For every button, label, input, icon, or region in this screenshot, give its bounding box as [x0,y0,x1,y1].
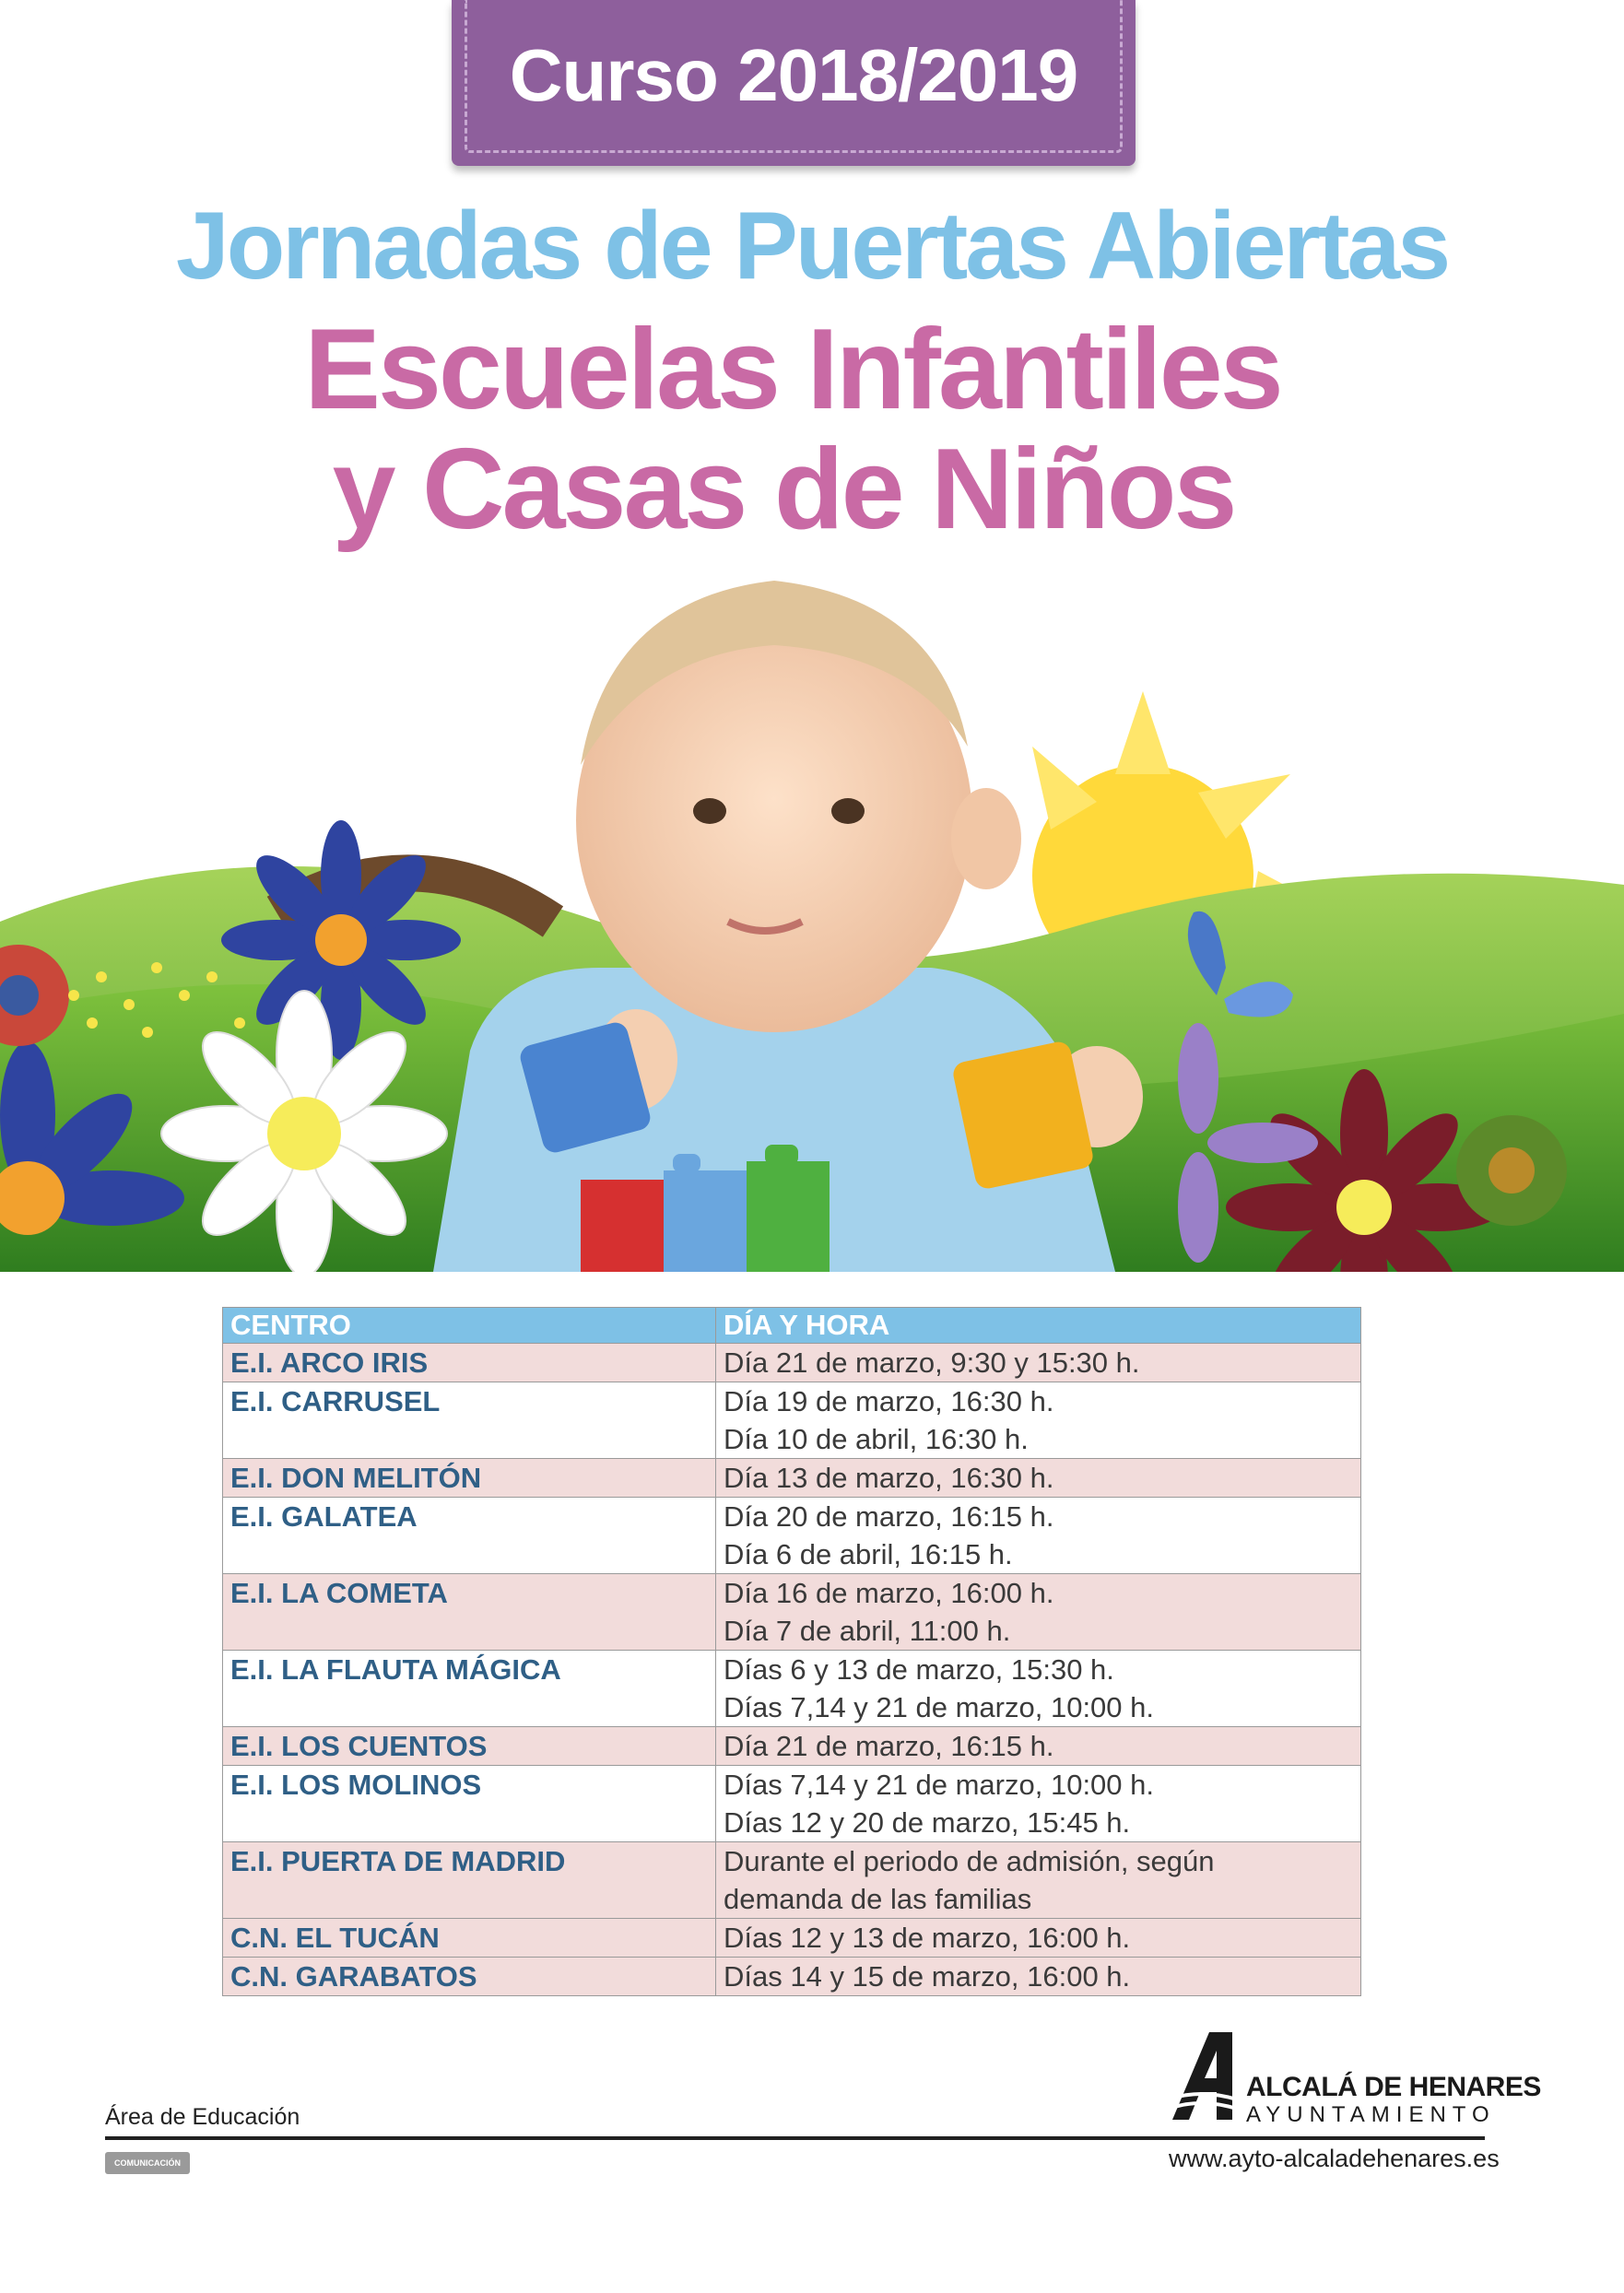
table-row [223,1382,1361,1459]
comunicacion-badge: COMUNICACIÓN [105,2152,190,2174]
course-banner [452,0,1136,166]
centro-cell: C.N. GARABATOS [223,1958,716,1996]
centro-cell: E.I. DON MELITÓN [223,1459,716,1498]
course-label: Curso 2018/2019 [465,0,1123,153]
dia-cell [716,1382,1361,1459]
footer-divider [105,2136,1485,2140]
centro-cell: E.I. LOS CUENTOS [223,1727,716,1766]
dia-cell [716,1574,1361,1651]
table-row [223,1958,1361,1996]
dia-line: Días 7,14 y 21 de marzo, 10:00 h. [724,1691,1154,1723]
table-row [223,1498,1361,1574]
table-row [223,1766,1361,1842]
dia-line: Días 12 y 20 de marzo, 15:45 h. [724,1806,1131,1839]
centro-cell: E.I. GALATEA [223,1498,716,1574]
dia-line: Día 13 de marzo, 16:30 h. [724,1462,1054,1494]
centro-cell: E.I. PUERTA DE MADRID [223,1842,716,1919]
dia-line: Durante el periodo de admisión, según [724,1845,1215,1877]
dia-line: Día 16 de marzo, 16:00 h. [724,1577,1054,1609]
dia-line: Días 14 y 15 de marzo, 16:00 h. [724,1960,1131,1993]
centro-cell: C.N. EL TUCÁN [223,1919,716,1958]
header-centro: CENTRO [223,1308,716,1344]
centro-cell: E.I. CARRUSEL [223,1382,716,1459]
dia-cell [716,1651,1361,1727]
title-schools: Escuelas Infantiles [304,306,1281,433]
table-row [223,1651,1361,1727]
header-dia: DÍA Y HORA [716,1308,1361,1344]
dia-cell [716,1459,1361,1498]
schedule-table [222,1307,1361,1996]
dia-line: demanda de las familias [724,1883,1032,1915]
logo-name: ALCALÁ DE HENARES [1246,2072,1541,2102]
table-row [223,1574,1361,1651]
centro-cell: E.I. LA FLAUTA MÁGICA [223,1651,716,1727]
dia-line: Días 6 y 13 de marzo, 15:30 h. [724,1653,1114,1686]
table-row [223,1919,1361,1958]
table-header [223,1308,1361,1344]
centro-cell: E.I. LOS MOLINOS [223,1766,716,1842]
dia-line: Día 10 de abril, 16:30 h. [724,1423,1029,1455]
table-row [223,1727,1361,1766]
table-row [223,1842,1361,1919]
table-row [223,1344,1361,1382]
dia-cell [716,1919,1361,1958]
dia-line: Días 12 y 13 de marzo, 16:00 h. [724,1922,1131,1954]
baby-illustration [0,535,1624,1272]
title-open-days: Jornadas de Puertas Abiertas [175,193,1449,300]
centro-cell: E.I. LA COMETA [223,1574,716,1651]
dia-cell [716,1958,1361,1996]
centro-cell: E.I. ARCO IRIS [223,1344,716,1382]
dia-cell [716,1498,1361,1574]
dia-line: Día 21 de marzo, 16:15 h. [724,1730,1054,1762]
website-link[interactable]: www.ayto-alcaladehenares.es [1169,2145,1500,2172]
dia-line: Día 20 de marzo, 16:15 h. [724,1500,1054,1533]
dia-line: Día 19 de marzo, 16:30 h. [724,1385,1054,1417]
dia-line: Día 7 de abril, 11:00 h. [724,1615,1011,1647]
dia-line: Día 6 de abril, 16:15 h. [724,1538,1013,1570]
logo-sub: AYUNTAMIENTO [1246,2102,1496,2127]
dia-cell [716,1344,1361,1382]
table-row [223,1459,1361,1498]
dia-cell [716,1766,1361,1842]
dia-cell [716,1727,1361,1766]
dia-cell [716,1842,1361,1919]
dia-line: Día 21 de marzo, 9:30 y 15:30 h. [724,1346,1140,1379]
area-educacion: Área de Educación [105,2104,300,2130]
title-houses: y Casas de Niños [332,426,1235,553]
dia-line: Días 7,14 y 21 de marzo, 10:00 h. [724,1769,1154,1801]
